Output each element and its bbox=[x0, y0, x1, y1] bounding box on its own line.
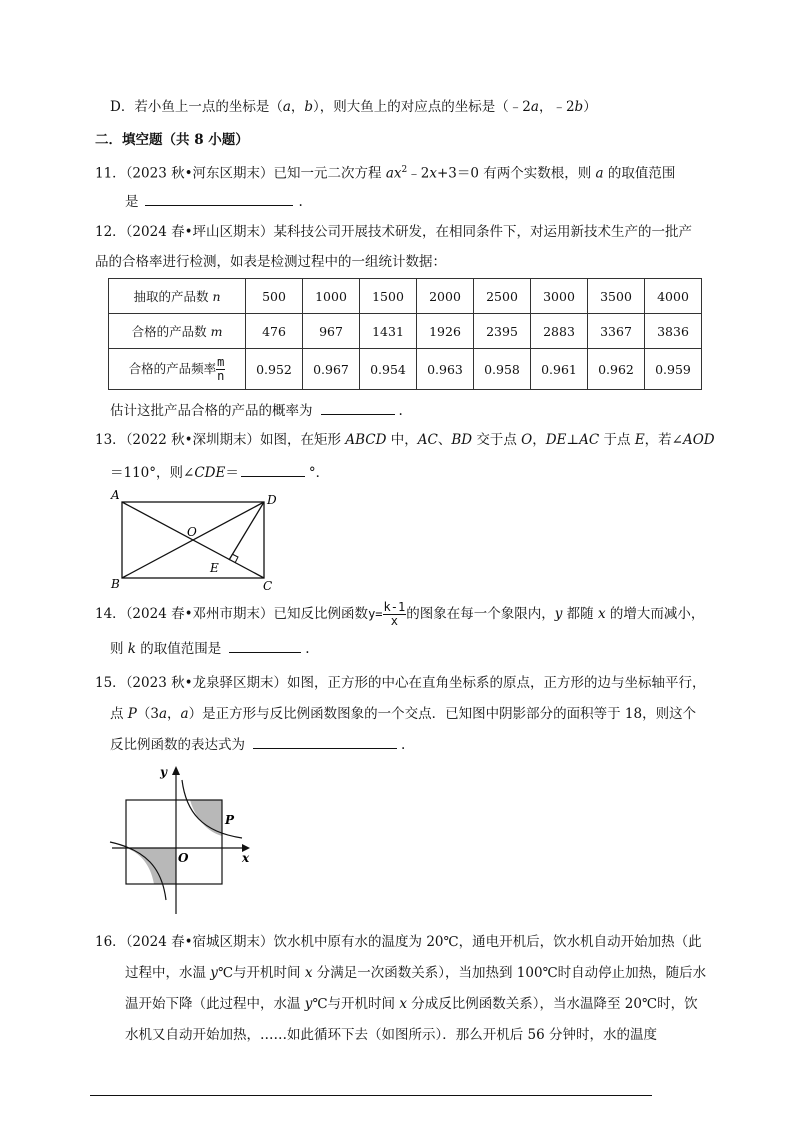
table-cell: 1500 bbox=[360, 279, 417, 314]
label-d: D bbox=[267, 493, 277, 507]
table-cell: 500 bbox=[246, 279, 303, 314]
question-16-line4: 水机又自动开始加热，……如此循环下去（如图所示）．那么开机后 56 分钟时，水的温度 bbox=[125, 1027, 658, 1043]
frac-m-over-n: $\frac{m}{n}$ bbox=[217, 354, 225, 383]
question-14: 14．（2024 春•邓州市期末）已知反比例函数y= $\frac{k-1}{x}$ 的图象在每一个象限内，y 都随 x 的增大而减小， bbox=[95, 600, 705, 628]
table-cell: 1431 bbox=[360, 314, 417, 349]
table-cell: 0.952 bbox=[246, 349, 303, 390]
question-16-line3: 温开始下降（此过程中，水温 y℃与开机时间 x 分成反比例函数关系），当水温降至 20℃时，饮 bbox=[125, 996, 698, 1012]
label-y: y bbox=[160, 765, 167, 779]
answer-blank-13[interactable] bbox=[241, 462, 305, 477]
table-cell: 0.958 bbox=[474, 349, 531, 390]
option-d: D．若小鱼上一点的坐标是（a，b），则大鱼上的对应点的坐标是（﹣2a，﹣2b） bbox=[110, 99, 597, 115]
table-cell: 0.954 bbox=[360, 349, 417, 390]
table-row bbox=[109, 279, 702, 314]
table-cell: 476 bbox=[246, 314, 303, 349]
row-label: 合格的产品频率 $\frac{m}{n}$ bbox=[109, 349, 246, 390]
label-o: O bbox=[187, 525, 197, 539]
table-cell: 1926 bbox=[417, 314, 474, 349]
question-11: 11．（2023 秋•河东区期末）已知一元二次方程 $ax^2﹣2x+3=0$ 有两个实数根，则 a 的取值范围 bbox=[95, 165, 676, 182]
table-cell: 3367 bbox=[588, 314, 645, 349]
table-cell: 0.962 bbox=[588, 349, 645, 390]
label-b: B bbox=[111, 577, 120, 591]
label-o: O bbox=[178, 851, 189, 865]
question-15-line3: 反比例函数的表达式为 . bbox=[110, 734, 730, 755]
table-cell: 2000 bbox=[417, 279, 474, 314]
answer-blank-14[interactable] bbox=[229, 638, 301, 653]
question-15: 15．（2023 秋•龙泉驿区期末）如图，正方形的中心在直角坐标系的原点，正方形的边与坐标轴平行， bbox=[95, 675, 706, 691]
question-16-line2: 过程中，水温 y℃与开机时间 x 分满足一次函数关系），当加热到 100℃时自动停止加热，随后水 bbox=[125, 965, 707, 981]
table-cell: 0.959 bbox=[645, 349, 702, 390]
table-cell: 1000 bbox=[303, 279, 360, 314]
row-label: 合格的产品数 m bbox=[109, 314, 246, 349]
table-cell: 2500 bbox=[474, 279, 531, 314]
footer-rule bbox=[90, 1095, 652, 1096]
section-heading: 二．填空题（共 8 小题） bbox=[95, 132, 249, 148]
table-cell: 0.963 bbox=[417, 349, 474, 390]
answer-blank-11[interactable] bbox=[145, 191, 293, 206]
label-c: C bbox=[263, 579, 273, 593]
table-cell: 0.961 bbox=[531, 349, 588, 390]
hyperbola-square-figure bbox=[110, 758, 260, 918]
table-cell: 3836 bbox=[645, 314, 702, 349]
label-e: E bbox=[210, 561, 219, 575]
table-row bbox=[109, 314, 702, 349]
label-p: P bbox=[225, 813, 235, 827]
question-11-line2: 是 . bbox=[125, 191, 745, 212]
frac-k-minus-1-over-x: $\frac{k-1}{x}$ bbox=[383, 600, 406, 628]
question-12: 12．（2024 春•坪山区期末）某科技公司开展技术研发，在相同条件下，对运用新技术生产的一批产 bbox=[95, 224, 693, 240]
question-13-line2: ＝110°，则∠CDE＝ °． bbox=[110, 462, 730, 483]
question-14-line2: 则 k 的取值范围是 . bbox=[110, 638, 730, 659]
table-cell: 0.967 bbox=[303, 349, 360, 390]
stats-table bbox=[108, 278, 702, 390]
table-cell: 967 bbox=[303, 314, 360, 349]
label-a: A bbox=[111, 488, 120, 502]
answer-blank-15[interactable] bbox=[253, 734, 397, 749]
row-label: 抽取的产品数 n bbox=[109, 279, 246, 314]
question-15-line2: 点 P（3a，a）是正方形与反比例函数图象的一个交点．已知图中阴影部分的面积等于 18，则这个 bbox=[110, 706, 697, 722]
table-cell: 3000 bbox=[531, 279, 588, 314]
question-12-line3: 估计这批产品合格的产品的概率为 . bbox=[110, 400, 730, 421]
rectangle-figure bbox=[110, 488, 280, 593]
label-x: x bbox=[242, 851, 250, 865]
table-cell: 2883 bbox=[531, 314, 588, 349]
question-16: 16．（2024 春•宿城区期末）饮水机中原有水的温度为 20℃，通电开机后，饮水机自动开始加热（此 bbox=[95, 934, 702, 950]
table-cell: 3500 bbox=[588, 279, 645, 314]
shaded-region-q1 bbox=[190, 800, 222, 836]
shaded-region-q3 bbox=[126, 848, 176, 884]
table-cell: 4000 bbox=[645, 279, 702, 314]
y-axis-arrow bbox=[172, 766, 180, 775]
question-13: 13．（2022 秋•深圳期末）如图，在矩形 ABCD 中，AC、BD 交于点 O，DE⊥AC 于点 E，若∠AOD bbox=[95, 432, 715, 448]
table-cell: 2395 bbox=[474, 314, 531, 349]
table-row bbox=[109, 349, 702, 390]
question-12-line2: 品的合格率进行检测，如表是检测过程中的一组统计数据： bbox=[95, 254, 446, 270]
answer-blank-12[interactable] bbox=[321, 400, 395, 415]
